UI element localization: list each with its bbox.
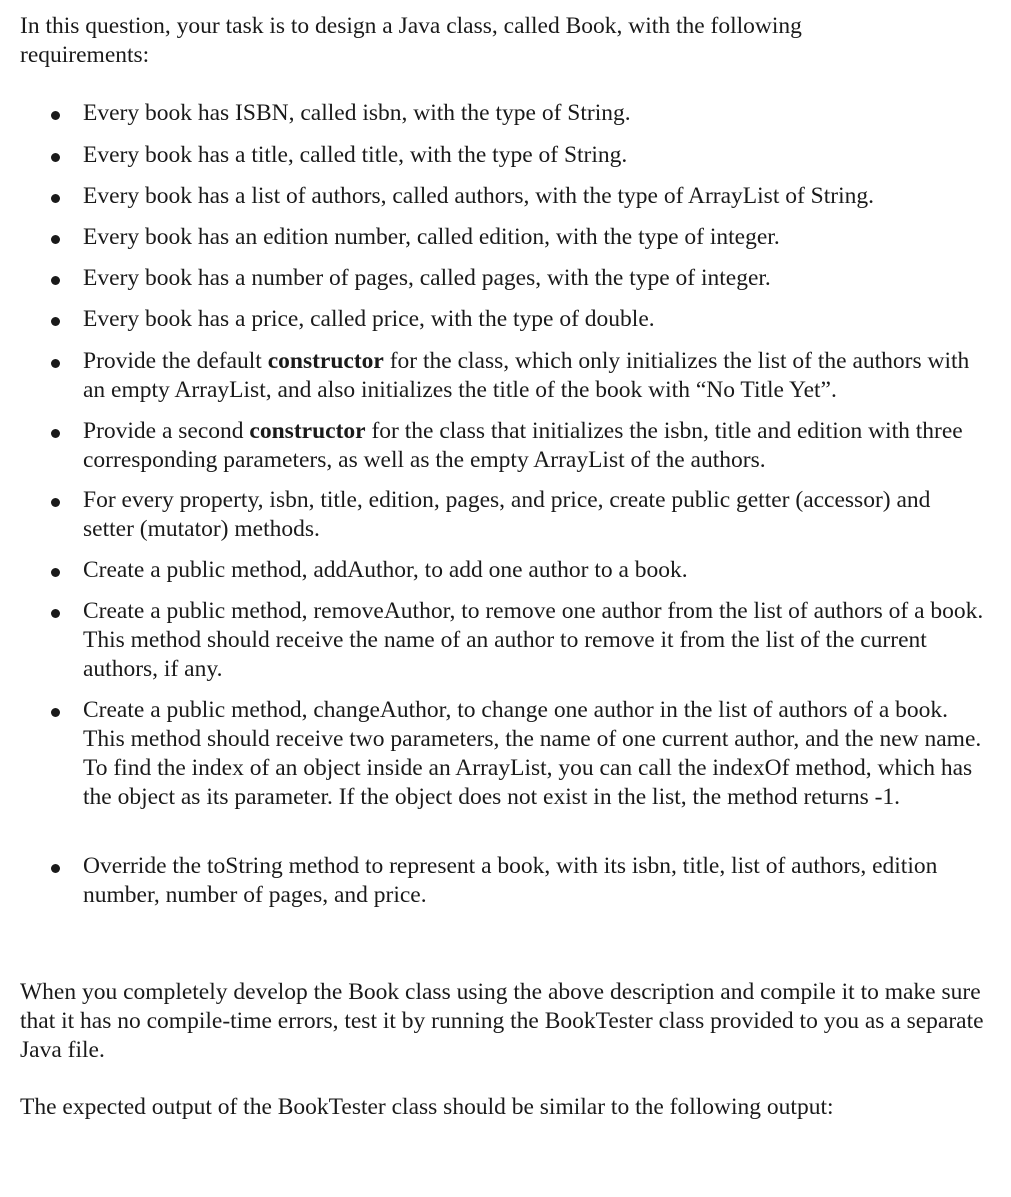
text-before: Provide a second (83, 418, 250, 444)
bullet-icon (51, 568, 60, 577)
requirement-text: Create a public method, removeAuthor, to remove one author from the list of authors of a book. This method should receive the name of an author to remove it from the list of the current authors, if any. (83, 598, 984, 682)
requirement-text: Every book has a list of authors, called authors, with the type of ArrayList of String. (83, 183, 875, 209)
document-body (20, 12, 990, 1120)
bullet-icon (51, 276, 60, 285)
bullet-icon (51, 111, 60, 120)
text-before: Provide the default (83, 348, 268, 374)
requirement-text: Every book has a number of pages, called pages, with the type of integer. (83, 265, 771, 291)
requirement-text (83, 417, 988, 475)
bullet-icon (51, 235, 60, 244)
bullet-icon (51, 359, 60, 368)
bullet-icon (51, 609, 60, 618)
requirement-text: For every property, isbn, title, edition, pages, and price, create public getter (accessor) and setter (mutator) methods. (83, 487, 931, 542)
bold-term: constructor (249, 418, 366, 444)
requirement-text: Every book has a title, called title, with the type of String. (83, 142, 628, 168)
requirement-text: Every book has an edition number, called edition, with the type of integer. (83, 224, 780, 250)
bold-term: constructor (267, 348, 384, 374)
bullet-icon (51, 498, 60, 507)
requirement-text: Every book has a price, called price, with the type of double. (83, 306, 655, 332)
bullet-icon (51, 429, 60, 438)
bullet-icon (51, 708, 60, 717)
bullet-icon (51, 864, 60, 873)
compile-test-paragraph: When you completely develop the Book class using the above description and compile it to make sure that it has no compile-time errors, test it by running the BookTester class provided to you as a separate Java file. (20, 979, 984, 1063)
bullet-icon (51, 153, 60, 162)
requirement-text: Create a public method, changeAuthor, to change one author in the list of authors of a book. This method should receive two parameters, the name of one current author, and the new name. To find the index of an object inside an ArrayList, you can call the indexOf method, which has the object as its parameter. If the object does not exist in the list, the method returns -1. (83, 697, 982, 810)
requirement-text: Override the toString method to represent a book, with its isbn, title, list of authors, edition number, number of pages, and price. (83, 853, 938, 908)
intro-paragraph: In this question, your task is to design a Java class, called Book, with the following requirements: (20, 13, 802, 68)
requirement-text: Every book has ISBN, called isbn, with the type of String. (83, 100, 631, 126)
bullet-icon (51, 317, 60, 326)
bullet-icon (51, 194, 60, 203)
text-after: for the class that initializes the isbn, title and edition with three corresponding parameters, as well as the empty ArrayList of the authors. (83, 418, 963, 473)
requirement-text (83, 347, 988, 405)
text-after: for the class, which only initializes the list of the authors with an empty ArrayList, and also initializes the title of the book with “No Title Yet”. (83, 348, 970, 403)
expected-output-paragraph: The expected output of the BookTester class should be similar to the following output: (20, 1094, 834, 1120)
requirement-text: Create a public method, addAuthor, to add one author to a book. (83, 557, 688, 583)
